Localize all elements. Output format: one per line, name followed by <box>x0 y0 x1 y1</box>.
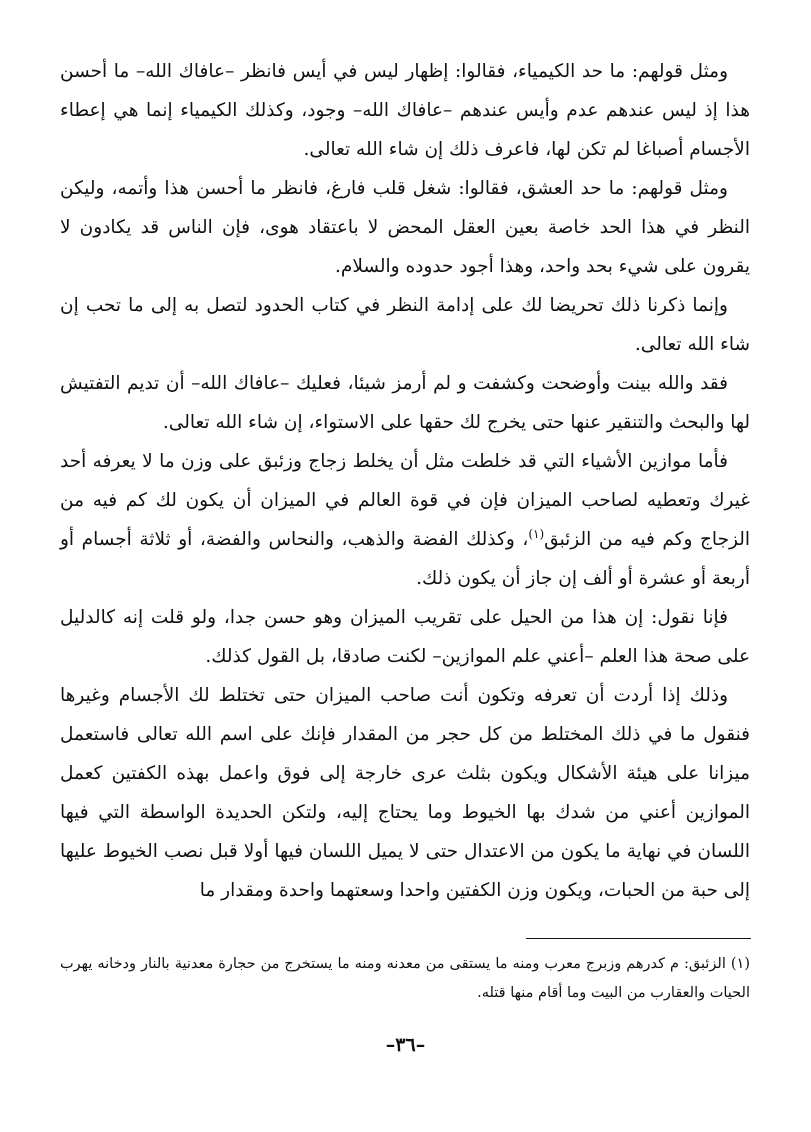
page-number: –٣٦– <box>385 1034 426 1056</box>
main-text <box>60 52 750 910</box>
footnote-divider <box>526 938 751 939</box>
paragraph-proof: فإنا نقول: إن هذا من الحيل على تقريب الميزان وهو حسن جدا، ولو قلت إنه كالدليل على صحة هذا العلم –أعني علم الموازين– لكنت صادقا، بل القول كذلك. <box>60 607 750 667</box>
footnote: (١) الزئبق: م كدرهم وزبرج معرب ومنه ما يستقى من معدنه ومنه ما يستخرج من حجارة معدنية بالنار ودخانه يهرب الحيات والعقارب من البيت وما أقام منها قتله. <box>60 956 750 1001</box>
paragraph-clarification: فقد والله بينت وأوضحت وكشفت و لم أرمز شيئا، فعليك –عافاك الله– أن تديم التفتيش لها والبحث والتنقير عنها حتى يخرج لك حقها على الاستواء، إن شاء الله تعالى. <box>60 373 750 433</box>
paragraph-method: وذلك إذا أردت أن تعرفه وتكون أنت صاحب الميزان حتى تختلط لك الأجسام وغيرها فنقول ما في ذلك المختلط من كل حجر من المقدار فإنك على اسم الله تعالى فاستعمل ميزانا على هيئة الأشكال ويكون بثلث عرى خارجة إلى فوق واعمل بهذه الكفتين كعمل الموازين أعني من شدك بها الخيوط وما يحتاج إليه، ولتكن الحديدة الواسطة التي فيها اللسان في نهاية ما يكون من الاعتدال حتى لا يميل اللسان فيها أولا قبل نصب الخيوط عليها إلى حبة من الحبات، ويكون وزن الكفتين واحدا وسعتهما واحدة ومقدار ما <box>60 685 750 901</box>
scales-text-after: ، وكذلك الفضة والذهب، والنحاس والفضة، أو ثلاثة أجسام أو أربعة أو عشرة أو ألف إن جاز أن يكون ذلك. <box>60 529 750 589</box>
paragraph-encouragement: وإنما ذكرنا ذلك تحريضا لك على إدامة النظر في كتاب الحدود لتصل به إلى ما تحب إن شاء الله تعالى. <box>60 295 750 355</box>
paragraph-alchemy: ومثل قولهم: ما حد الكيمياء، فقالوا: إظهار ليس في أيس فانظر –عافاك الله– ما أحسن هذا إذ ليس عندهم عدم وأيس عندهم –عافاك الله– وجود، وكذلك الكيمياء إنما هي إعطاء الأجسام أصباغا لم تكن لها، فاعرف ذلك إن شاء الله تعالى. <box>60 61 750 160</box>
paragraph-love: ومثل قولهم: ما حد العشق، فقالوا: شغل قلب فارغ، فانظر ما أحسن هذا وأتمه، وليكن النظر في هذا الحد خاصة بعين العقل المحض لا باعتقاد هوى، فإن الناس قد يكادون لا يقرون على شيء بحد واحد، وهذا أجود حدوده والسلام. <box>60 178 750 277</box>
scales-text-before: فأما موازين الأشياء التي قد خلطت مثل أن يخلط زجاج وزئبق على وزن ما لا يعرفه أحد غيرك وتعطيه لصاحب الميزان فإن في قوة العالم في الميزان أن يكون لك كم فيه من الزجاج وكم فيه من الزئبق <box>60 451 750 550</box>
paragraph-mixed-scales <box>60 442 750 598</box>
footnote-reference: (١) <box>528 526 545 541</box>
